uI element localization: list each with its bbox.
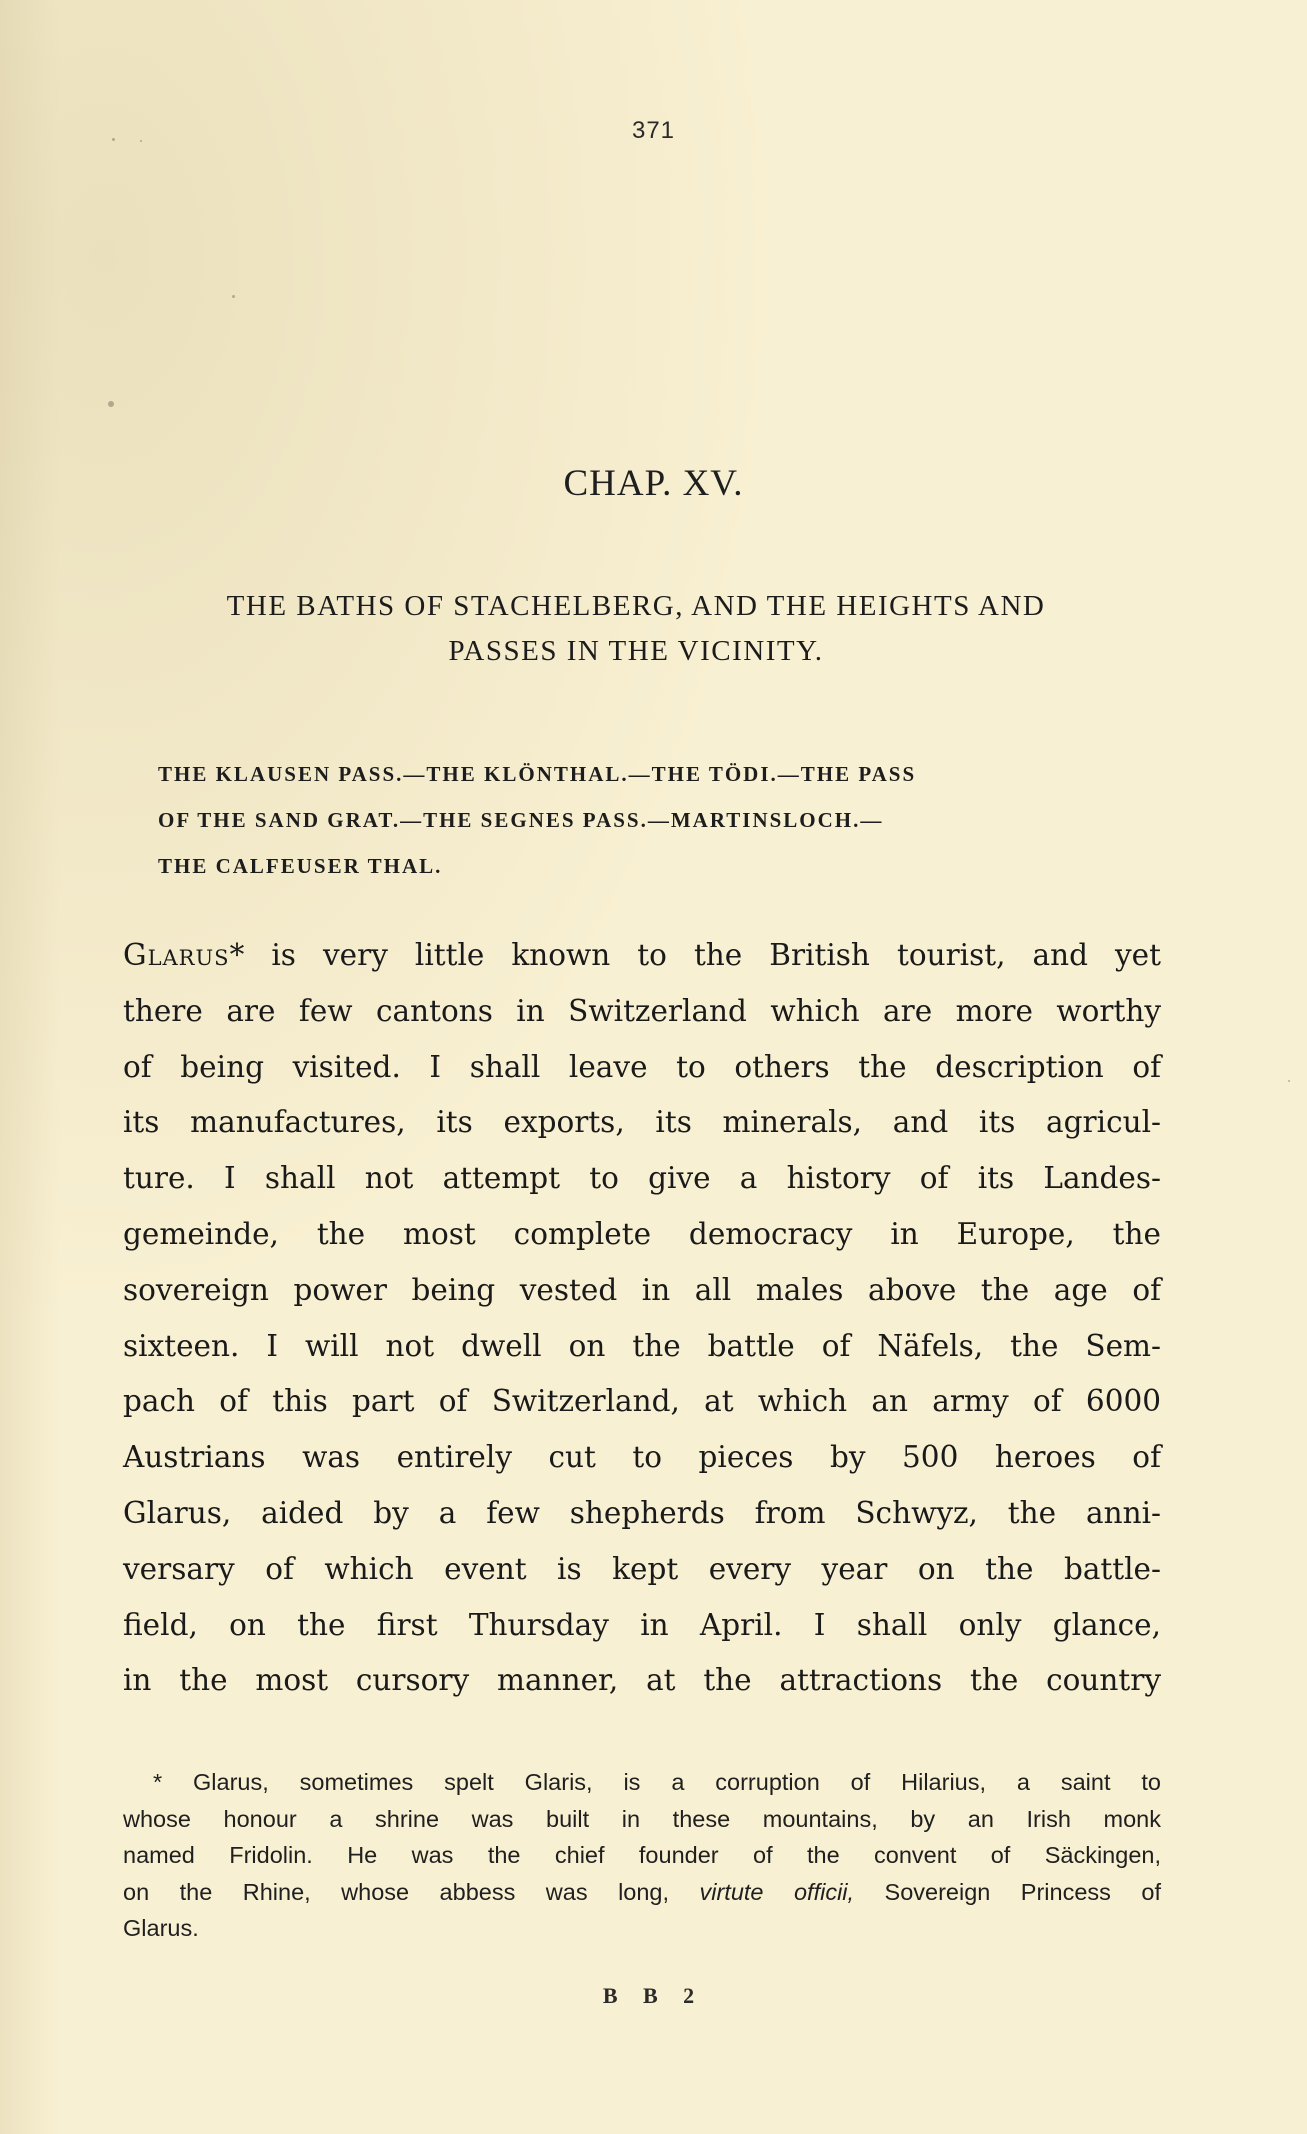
body-first-rest: * is very little known to the British tourist, and yet — [229, 938, 1161, 972]
body-line: Glarus, aided by a few shepherds from Schwyz, the anni- — [123, 1495, 1161, 1530]
summary-line: THE KLAUSEN PASS.—THE KLÖNTHAL.—THE TÖDI.—THE PASS — [158, 762, 917, 786]
body-line — [123, 928, 1161, 984]
body-line: in the most cursory manner, at the attractions the country — [123, 1663, 1161, 1698]
chapter-title-line: THE BATHS OF STACHELBERG, AND THE HEIGHTS AND — [226, 590, 1046, 622]
body-line: versary of which event is kept every year on the battle- — [123, 1551, 1161, 1586]
body-line: Austrians was entirely cut to pieces by 500 heroes of — [123, 1440, 1161, 1475]
summary-line: THE CALFEUSER THAL. — [158, 854, 443, 878]
body-paragraph — [123, 928, 1161, 1709]
body-line: ture. I shall not attempt to give a history of its Landes- — [123, 1161, 1161, 1196]
summary-line: OF THE SAND GRAT.—THE SEGNES PASS.—MARTINSLOCH.— — [158, 808, 884, 832]
footnote-line: whose honour a shrine was built in these mountains, by an Irish monk — [123, 1805, 1161, 1832]
body-line: gemeinde, the most complete democracy in Europe, the — [123, 1216, 1161, 1251]
footnote-line-end: Sovereign Princess of — [854, 1878, 1161, 1905]
body-line: its manufactures, its exports, its minerals, and its agricul- — [123, 1105, 1161, 1140]
body-first-word: Glarus — [123, 938, 230, 972]
footnote-line: * Glarus, sometimes spelt Glaris, is a corruption of Hilarius, a saint to — [153, 1769, 1161, 1795]
footnote-line: named Fridolin. He was the chief founder of the convent of Säckingen, — [123, 1842, 1161, 1868]
footnote-line: Glarus. — [123, 1915, 199, 1941]
body-line: there are few cantons in Switzerland which are more worthy — [123, 993, 1161, 1028]
footnote — [123, 1764, 1161, 1947]
body-line: pach of this part of Switzerland, at which an army of 6000 — [123, 1384, 1161, 1419]
body-line: sixteen. I will not dwell on the battle of Näfels, the Sem- — [123, 1328, 1161, 1363]
chapter-heading: CHAP. XV. — [563, 463, 744, 504]
signature-mark: B B 2 — [602, 1983, 705, 2008]
body-line: field, on the first Thursday in April. I shall only glance, — [123, 1607, 1161, 1642]
chapter-summary — [158, 751, 1158, 889]
body-line: of being visited. I shall leave to others the description of — [123, 1049, 1161, 1084]
page-number: 371 — [631, 117, 676, 144]
body-line: sovereign power being vested in all males above the age of — [123, 1272, 1161, 1307]
chapter-title-line: PASSES IN THE VICINITY. — [448, 635, 824, 667]
footnote-line-start: on the Rhine, whose abbess was long, — [123, 1878, 700, 1905]
paper-speck — [232, 295, 235, 298]
footnote-line — [123, 1874, 1161, 1911]
paper-speck — [1288, 1080, 1290, 1082]
paper-speck — [108, 401, 114, 407]
footnote-italic: virtute officii, — [699, 1878, 855, 1905]
chapter-title — [120, 584, 1152, 674]
